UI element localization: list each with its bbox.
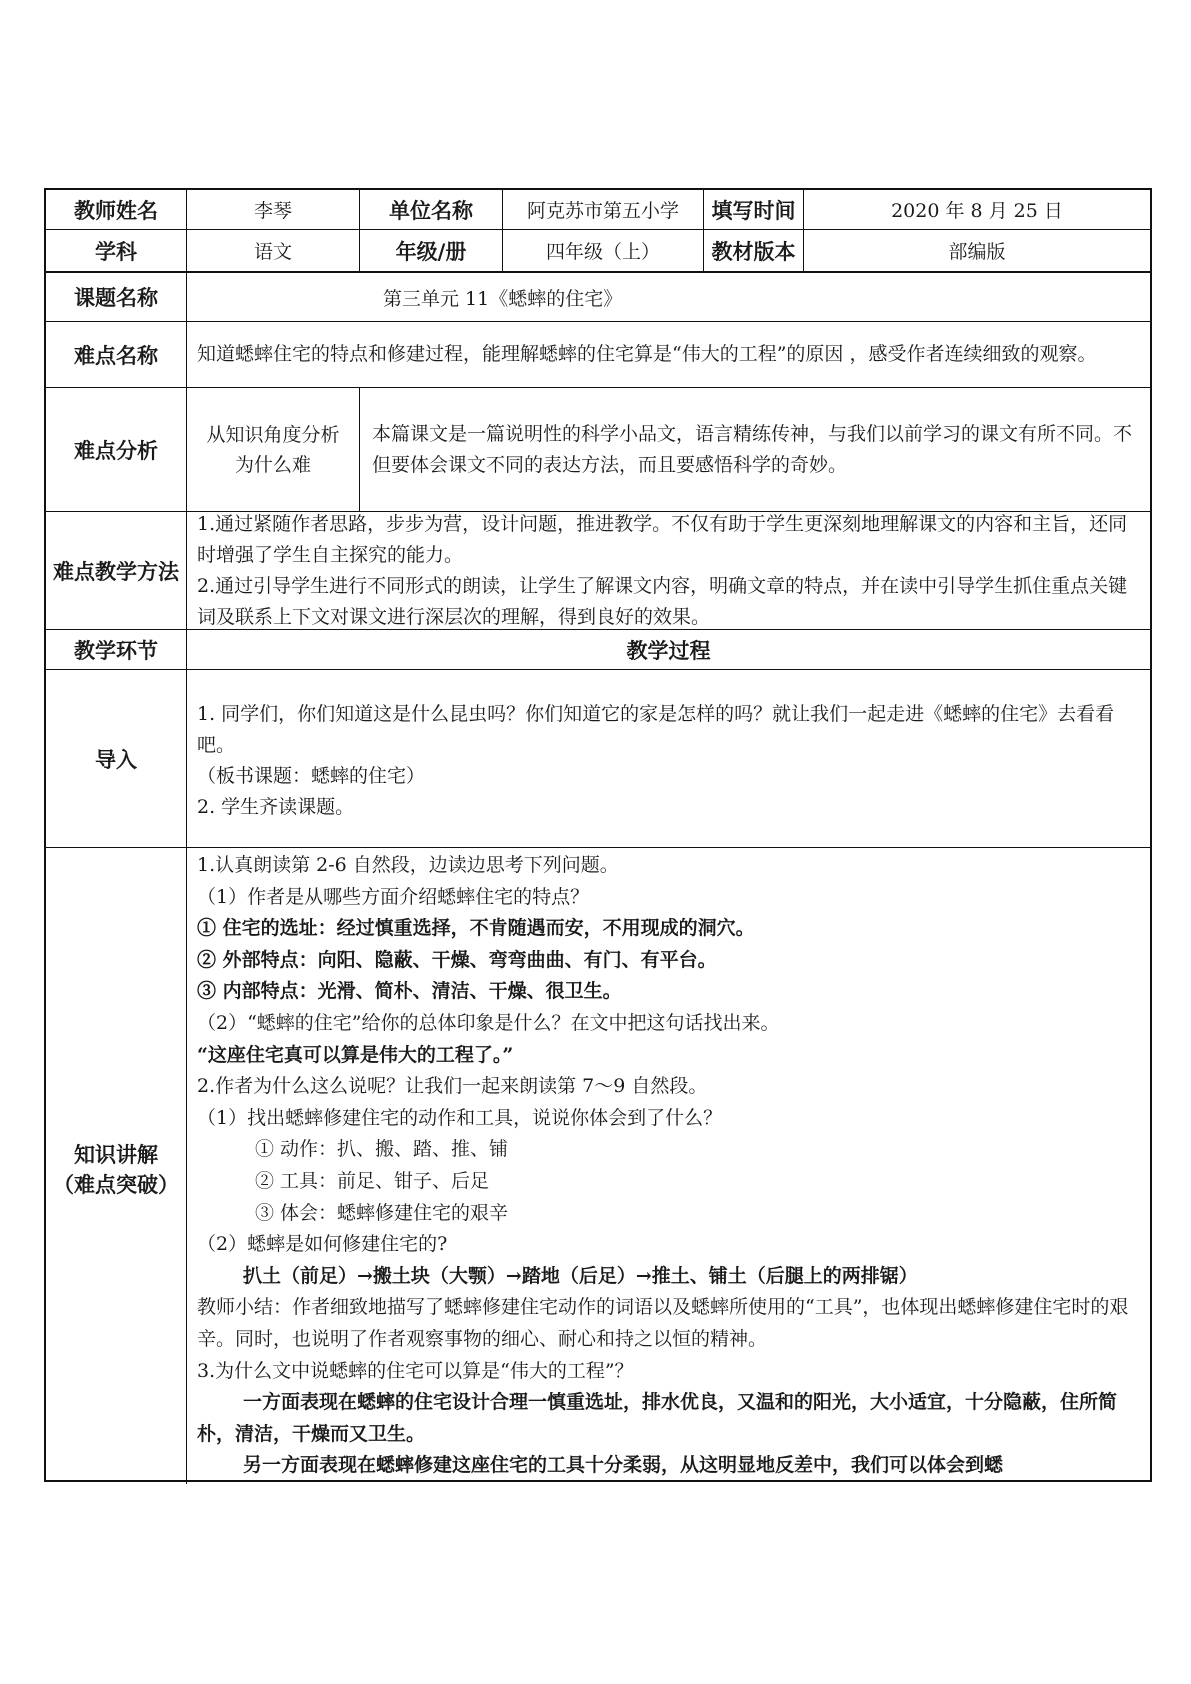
method-label: 难点教学方法 <box>53 559 179 584</box>
knowledge-line: ① 住宅的选址：经过慎重选择，不肯随遇而安，不用现成的洞穴。 <box>197 917 755 940</box>
knowledge-row <box>46 848 1150 1484</box>
unit-value: 阿克苏市第五小学 <box>502 190 703 229</box>
knowledge-label <box>46 848 186 1484</box>
analysis-sub-label: 从知识角度分析为什么难 <box>186 388 359 511</box>
intro-line: （板书课题：蟋蟀的住宅） <box>197 764 426 787</box>
intro-cell <box>186 670 1150 847</box>
difficulty-label: 难点名称 <box>74 343 158 368</box>
knowledge-line: “这座住宅真可以算是伟大的工程了。” <box>197 1043 514 1066</box>
grade-label: 年级/册 <box>359 230 502 271</box>
knowledge-line: 一方面表现在蟋蟀的住宅设计合理一慎重选址，排水优良，又温和的阳光，大小适宜，十分隐蔽，住所简朴，清洁，干燥而又卫生。 <box>197 1391 1118 1445</box>
knowledge-cell <box>186 848 1150 1484</box>
header-row-2 <box>46 230 1150 272</box>
topic-label: 课题名称 <box>74 286 158 310</box>
knowledge-line: （2）“蟋蟀的住宅”给你的总体印象是什么？在文中把这句话找出来。 <box>197 1011 780 1034</box>
grade-value: 四年级（上） <box>502 230 703 271</box>
analysis-label: 难点分析 <box>74 438 158 463</box>
knowledge-line: ② 工具：前足、钳子、后足 <box>255 1169 490 1192</box>
method-cell <box>186 512 1150 629</box>
method-item: 1.通过紧随作者思路，步步为营，设计问题，推进教学。不仅有助于学生更深刻地理解课文的内容和主旨，还同时增强了学生自主探究的能力。 <box>197 512 1128 566</box>
knowledge-line: 扒土（前足）→搬土块（大颚）→踏地（后足）→推土、铺土（后腿上的两排锯） <box>243 1264 918 1287</box>
date-value: 2020 年 8 月 25 日 <box>803 190 1150 229</box>
topic-value: 第三单元 11《蟋蟀的住宅》 <box>186 273 1150 321</box>
intro-label: 导入 <box>95 747 137 772</box>
subject-label: 学科 <box>95 239 137 264</box>
knowledge-line: 另一方面表现在蟋蟀修建这座住宅的工具十分柔弱，从这明显地反差中，我们可以体会到蟋 <box>243 1454 1004 1477</box>
knowledge-line: 教师小结：作者细致地描写了蟋蟀修建住宅动作的词语以及蟋蟀所使用的“工具”，也体现出蟋蟀修建住宅时的艰辛。同时，也说明了作者观察事物的细心、耐心和持之以恒的精神。 <box>197 1296 1129 1350</box>
knowledge-line: （1）作者是从哪些方面介绍蟋蟀住宅的特点？ <box>197 885 590 908</box>
knowledge-line: ① 动作：扒、搬、踏、推、铺 <box>255 1138 509 1161</box>
analysis-cell <box>359 388 1150 511</box>
method-row <box>46 512 1150 630</box>
process-header-row <box>46 630 1150 670</box>
unit-label: 单位名称 <box>359 190 502 229</box>
knowledge-line: 1.认真朗读第 2-6 自然段，边读边思考下列问题。 <box>197 854 619 876</box>
difficulty-row <box>46 322 1150 388</box>
knowledge-line: （2）蟋蟀是如何修建住宅的? <box>197 1233 448 1256</box>
date-label: 填写时间 <box>703 190 803 229</box>
lesson-plan-table <box>44 188 1152 1482</box>
edition-value: 部编版 <box>803 230 1150 271</box>
knowledge-line: 3.为什么文中说蟋蟀的住宅可以算是“伟大的工程”？ <box>197 1359 634 1382</box>
knowledge-label-line2: （难点突破） <box>53 1173 179 1197</box>
subject-value: 语文 <box>186 230 359 271</box>
knowledge-line: （1）找出蟋蟀修建住宅的动作和工具，说说你体会到了什么？ <box>197 1106 723 1129</box>
knowledge-label-line1: 知识讲解 <box>74 1143 158 1167</box>
method-item: 2.通过引导学生进行不同形式的朗读，让学生了解课文内容，明确文章的特点，并在读中引导学生抓住重点关键词及联系上下文对课文进行深层次的理解，得到良好的效果。 <box>197 574 1128 628</box>
knowledge-line: 2.作者为什么这么说呢？让我们一起来朗读第 7～9 自然段。 <box>197 1075 708 1098</box>
knowledge-line: ② 外部特点：向阳、隐蔽、干燥、弯弯曲曲、有门、有平台。 <box>197 948 717 971</box>
intro-line: 1. 同学们，你们知道这是什么昆虫吗？你们知道它的家是怎样的吗？就让我们一起走进《蟋蟀的住宅》去看看吧。 <box>197 702 1115 756</box>
difficulty-value: 知道蟋蟀住宅的特点和修建过程，能理解蟋蟀的住宅算是“伟大的工程”的原因 ，感受作者连续细致的观察。 <box>197 343 1097 365</box>
edition-label: 教材版本 <box>703 230 803 271</box>
intro-line: 2. 学生齐读课题。 <box>197 795 355 818</box>
knowledge-line: ③ 内部特点：光滑、简朴、清洁、干燥、很卫生。 <box>197 980 622 1003</box>
process-left-label: 教学环节 <box>74 638 158 663</box>
intro-row <box>46 670 1150 848</box>
analysis-value: 本篇课文是一篇说明性的科学小品文，语言精练传神，与我们以前学习的课文有所不同。不但要体会课文不同的表达方法，而且要感悟科学的奇妙。 <box>372 422 1133 476</box>
topic-row <box>46 272 1150 322</box>
intro-text <box>187 699 1150 823</box>
process-right-label: 教学过程 <box>186 630 1150 669</box>
knowledge-text <box>187 848 1150 1482</box>
difficulty-cell <box>186 322 1150 387</box>
method-text <box>187 509 1150 633</box>
header-row-1 <box>46 190 1150 230</box>
analysis-row <box>46 388 1150 512</box>
knowledge-line: ③ 体会：蟋蟀修建住宅的艰辛 <box>255 1201 509 1224</box>
teacher-value: 李琴 <box>186 190 359 229</box>
teacher-label: 教师姓名 <box>74 198 158 223</box>
